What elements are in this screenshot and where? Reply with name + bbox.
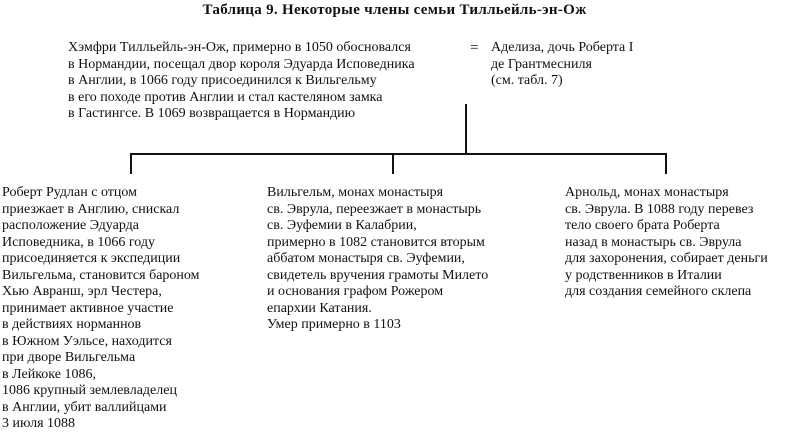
root-line: Хэмфри Тилльейль-эн-Ож, примерно в 1050 обосновался [68, 40, 411, 55]
child-arnold-monk [565, 185, 768, 301]
child-line: в Англии, убит валлийцами [2, 399, 167, 415]
child-line: тело своего брата Роберта [565, 218, 720, 233]
root-line: в Англии, в 1066 году присоединился к Вильгельму [68, 73, 377, 88]
root-line: в его походе против Англии и стал кастеляном замка [68, 89, 383, 105]
child-line: св. Эврула, переезжает в монастырь [267, 201, 482, 217]
child-line: епархии Катания. [267, 300, 372, 316]
table-title: Таблица 9. Некоторые члены семьи Тилльейль-эн-Ож [202, 2, 587, 18]
spouse-line: де Грантмесниля [491, 56, 592, 72]
child-line: в действиях норманнов [2, 317, 142, 332]
child-line: 3 июля 1088 [2, 416, 76, 431]
sibling-line [130, 153, 666, 155]
child-line: Вильгельм, монах монастыря [267, 185, 444, 200]
child-line: присоединяется к экспедиции [2, 251, 181, 266]
child-line: Арнольд, монах монастыря [565, 185, 729, 200]
child-line: Умер примерно в 1103 [267, 317, 401, 332]
child-line: для создания семейного склепа [565, 284, 752, 299]
spouse-adeliza [491, 40, 633, 90]
child-line: Исповедника, в 1066 году [2, 234, 156, 250]
child-line: у родственников в Италии [565, 267, 722, 283]
root-line: в Нормандии, посещал двор короля Эдуарда Исповедника [68, 56, 415, 72]
child-line: в Южном Уэльсе, находится [2, 333, 172, 349]
child-1-connector [130, 153, 132, 174]
spouse-line: (см. табл. 7) [491, 73, 563, 88]
marriage-sign: = [470, 40, 479, 56]
root-person-humphrey [68, 40, 415, 123]
child-line: назад в монастырь св. Эврула [565, 234, 742, 250]
child-line: 1086 крупный землевладелец [2, 383, 177, 398]
child-line: принимает активное участие [2, 300, 174, 316]
child-line: приезжает в Англию, снискал [2, 201, 180, 217]
child-line: свидетель вручения грамоты Милето [267, 267, 489, 283]
child-line: Роберт Рудлан с отцом [2, 185, 137, 200]
child-line: св. Эуфемии в Калабрии, [267, 218, 417, 233]
child-line: в Лейкоке 1086, [2, 366, 96, 382]
child-line: для захоронения, собирает деньги [565, 251, 768, 266]
child-2-connector [392, 153, 394, 174]
child-line: при дворе Вильгельма [2, 350, 136, 365]
root-line: в Гастингсе. В 1069 возвращается в Нормандию [68, 106, 356, 121]
child-line: Хью Авранш, эрл Честера, [2, 284, 162, 299]
child-3-connector [665, 153, 667, 174]
child-line: Вильгельма, становится бароном [2, 267, 200, 283]
child-line: аббатом монастыря св. Эуфемии, [267, 251, 465, 266]
child-line: св. Эврула. В 1088 году перевез [565, 201, 754, 217]
child-line: и основания графом Рожером [267, 284, 444, 299]
descent-line [465, 104, 467, 154]
spouse-line: Аделиза, дочь Роберта I [491, 40, 634, 55]
child-line: примерно в 1082 становится вторым [267, 234, 485, 250]
child-william-monk [267, 185, 488, 334]
child-robert-rhuddlan [2, 185, 200, 433]
child-line: расположение Эдуарда [2, 218, 139, 233]
